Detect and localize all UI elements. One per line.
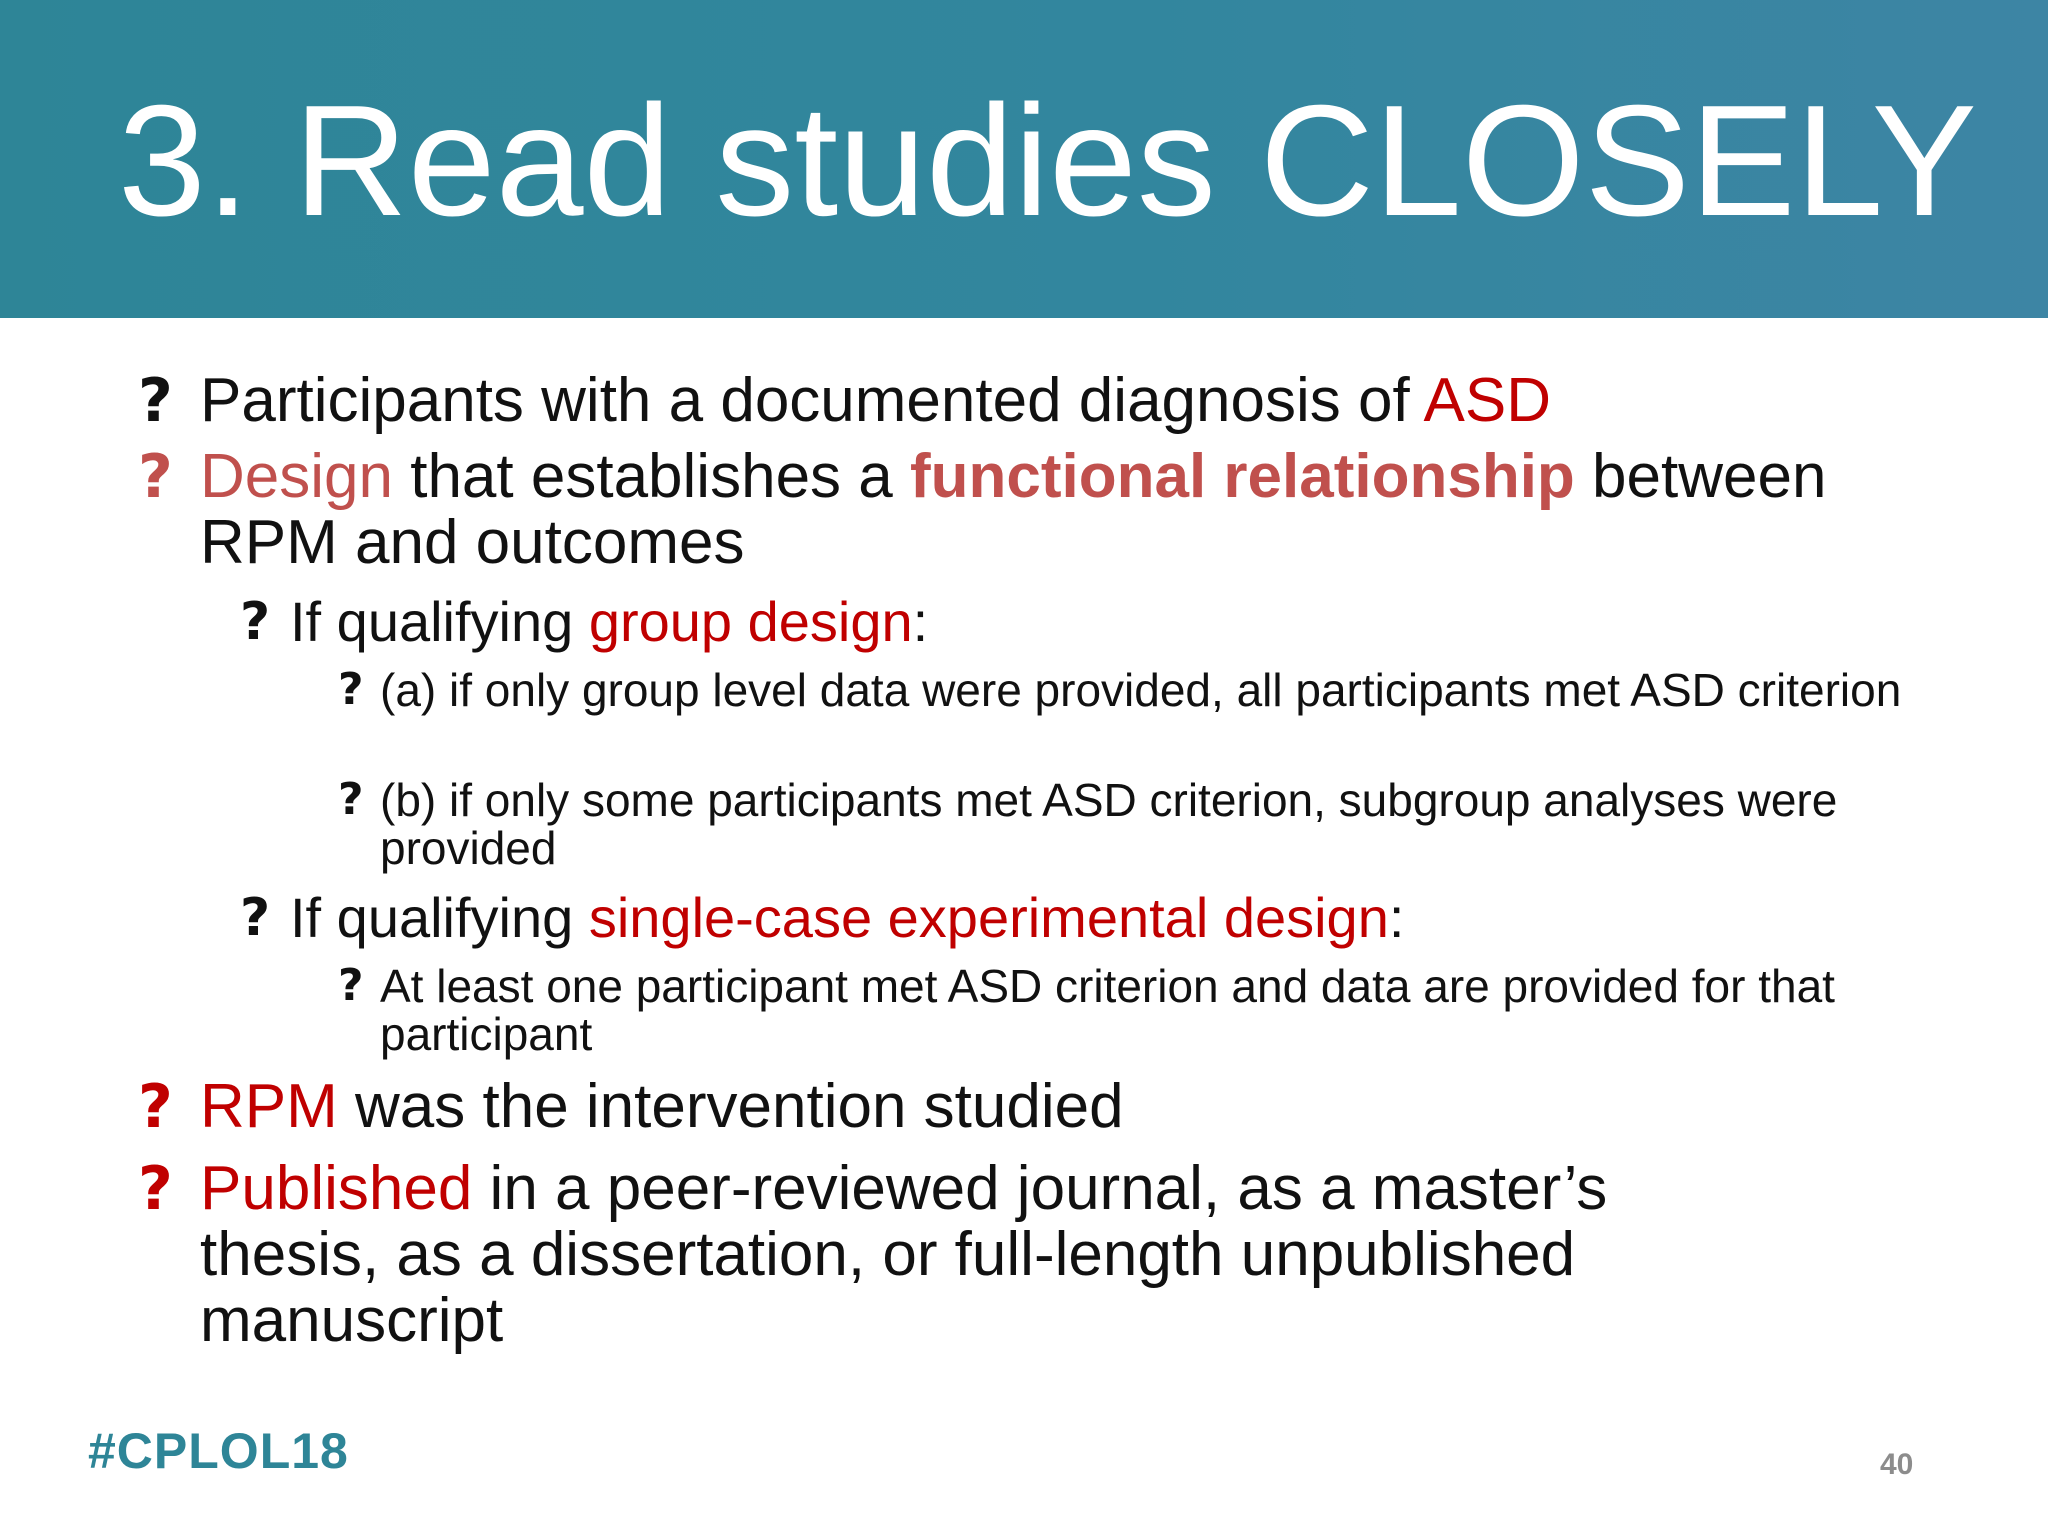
bullet-text: :	[912, 590, 929, 653]
bullet-marker: ?	[138, 442, 173, 512]
bullet-text: that establishes a	[393, 442, 910, 511]
bullet-text: in a peer-reviewed journal, as a master’s thesis, as a dissertation, or full-length unpublished manuscript	[200, 1154, 1608, 1355]
bullet-marker: ?	[338, 960, 364, 1011]
bullet-single-case-design	[240, 886, 1930, 949]
bullet-design	[138, 442, 1900, 577]
bullet-group-design	[240, 590, 1930, 653]
bullet-single-case-detail	[338, 960, 1940, 1060]
bullet-marker: ?	[240, 888, 271, 948]
bullet-marker: ?	[138, 1154, 173, 1224]
slide-title: 3. Read studies CLOSELY	[118, 73, 1977, 249]
highlight-single-case: single-case experimental design	[588, 886, 1389, 949]
bullet-group-a	[338, 664, 1940, 716]
bullet-text: If qualifying	[290, 590, 589, 653]
bullet-marker: ?	[338, 664, 364, 715]
bullet-text: If qualifying	[290, 886, 589, 949]
bullet-published	[138, 1154, 1800, 1355]
bullet-marker: ?	[138, 366, 173, 436]
bullet-participants	[138, 366, 1900, 436]
bullet-text: :	[1388, 886, 1405, 949]
bullet-text: At least one participant met ASD criterion and data are provided for that participant	[380, 960, 1835, 1060]
bullet-rpm	[138, 1072, 1900, 1142]
bullet-text: (b) if only some participants met ASD criterion, subgroup analyses were provided	[380, 774, 1838, 874]
bullet-marker: ?	[138, 1072, 173, 1142]
highlight-design: Design	[200, 442, 393, 511]
bullet-marker: ?	[240, 592, 271, 652]
page-number: 40	[1880, 1448, 1914, 1481]
bullet-text: between RPM and outcomes	[200, 442, 1827, 577]
highlight-rpm: RPM	[200, 1072, 338, 1141]
bullet-text: Participants with a documented diagnosis of	[200, 366, 1424, 435]
highlight-published: Published	[200, 1154, 473, 1223]
bullet-text: was the intervention studied	[337, 1072, 1124, 1141]
bullet-text: (a) if only group level data were provided, all participants met ASD criterion	[380, 664, 1902, 716]
hashtag: #CPLOL18	[88, 1423, 349, 1479]
bullet-marker: ?	[338, 774, 364, 825]
highlight-asd: ASD	[1423, 366, 1551, 435]
highlight-group-design: group design	[588, 590, 913, 653]
highlight-functional-relationship: functional relationship	[909, 442, 1575, 511]
bullet-group-b	[338, 774, 1940, 874]
